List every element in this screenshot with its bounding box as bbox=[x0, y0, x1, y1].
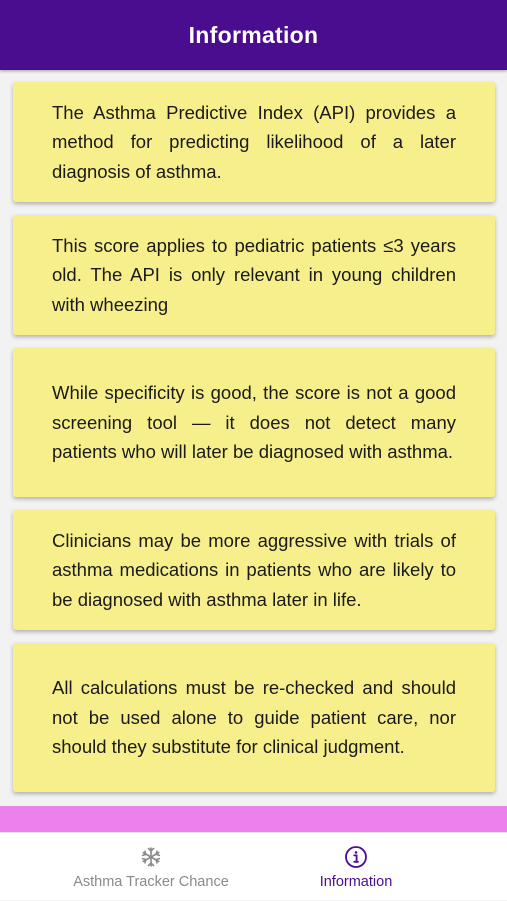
info-card-text: All calculations must be re-checked and should not be used alone to guide patient care, nor should they substitute for clinical judgment. bbox=[52, 677, 456, 758]
tab-asthma-tracker-chance[interactable] bbox=[50, 833, 252, 901]
page-title: Information bbox=[188, 21, 319, 48]
info-card-specificity bbox=[13, 348, 495, 497]
info-card-disclaimer bbox=[13, 643, 495, 792]
info-card-list[interactable] bbox=[0, 70, 507, 832]
tab-bar bbox=[0, 832, 507, 900]
nav-header bbox=[0, 0, 507, 70]
asthma-tracker-icon bbox=[139, 845, 163, 869]
accent-banner bbox=[0, 806, 507, 832]
tab-label: Asthma Tracker Chance bbox=[73, 874, 229, 890]
tab-information[interactable] bbox=[296, 833, 416, 901]
tab-label: Information bbox=[319, 874, 393, 890]
info-circle-icon bbox=[344, 845, 368, 869]
info-card-text: While specificity is good, the score is not a good screening tool — it does not detect many patients who will later be diagnosed with asthma. bbox=[52, 382, 456, 463]
info-card-applicability bbox=[13, 215, 495, 335]
info-card-text: The Asthma Predictive Index (API) provides a method for predicting likelihood of a later diagnosis of asthma. bbox=[52, 101, 456, 182]
info-card-api bbox=[13, 82, 495, 202]
info-card-text: Clinicians may be more aggressive with trials of asthma medications in patients who are likely to be diagnosed with asthma later in life. bbox=[52, 529, 456, 610]
info-card-text: This score applies to pediatric patients ≤3 years old. The API is only relevant in young children with wheezing bbox=[52, 234, 456, 315]
info-card-clinicians bbox=[13, 510, 495, 630]
